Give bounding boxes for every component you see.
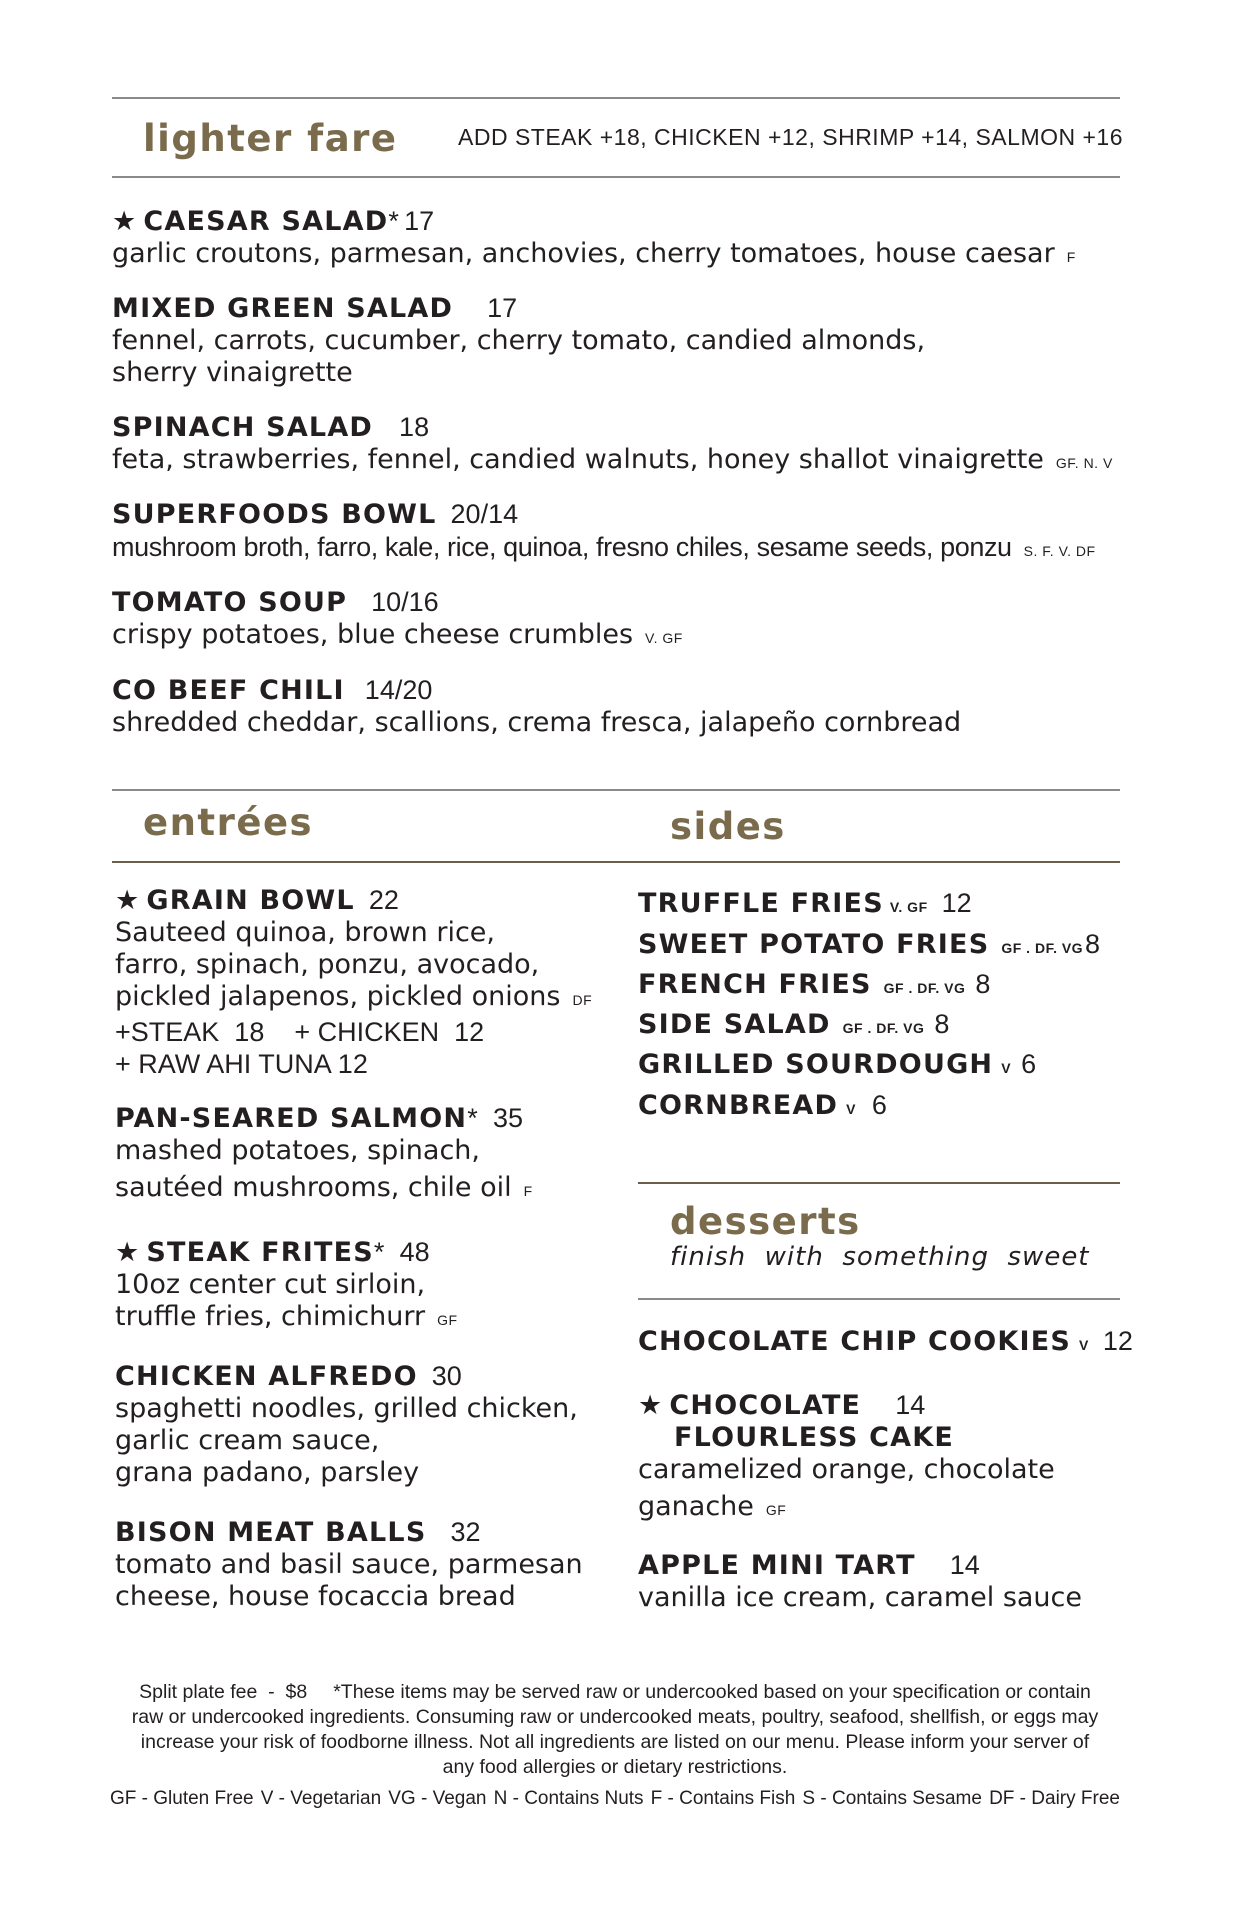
dietary-tags: V. GF: [889, 899, 928, 915]
item-price: 20/14: [450, 499, 519, 529]
dietary-legend: [110, 1788, 1120, 1810]
dietary-tags: V: [1001, 1060, 1012, 1076]
menu-item-steak-frites: [115, 1236, 458, 1336]
side-sweet-potato-fries-price: 8: [1085, 929, 1101, 959]
item-description-cont: ganache: [638, 1491, 754, 1522]
item-name: CHOCOLATE CHIP COOKIES: [638, 1326, 1072, 1357]
raw-food-warning-cont: raw or undercooked ingredients. Consuming raw or undercooked meats, poultry, seafood, shellfish, or eggs may: [131, 1706, 1099, 1728]
desserts-bottom-divider: [638, 1298, 1120, 1300]
item-addons-cont: + RAW AHI TUNA 12: [115, 1049, 368, 1079]
menu-item-superfoods-bowl: [112, 498, 1096, 567]
item-name: CAESAR SALAD: [143, 206, 389, 237]
item-name: GRAIN BOWL: [146, 885, 355, 916]
side-side-salad: [638, 1004, 949, 1049]
item-name: TRUFFLE FRIES: [638, 888, 884, 919]
item-name: MIXED GREEN SALAD: [112, 293, 454, 324]
item-description-cont: truffle fries, chimichurr: [115, 1301, 426, 1332]
legend-item: VG - Vegan: [388, 1788, 487, 1809]
dietary-tags: GF: [437, 1312, 458, 1328]
dietary-tags: DF: [572, 992, 593, 1008]
desserts-subtitle: finish with something sweet: [670, 1242, 1090, 1272]
side-french-fries: [638, 964, 990, 1009]
item-price: 12: [941, 888, 972, 918]
item-description: mashed potatoes, spinach,: [115, 1135, 481, 1166]
item-description-cont: sautéed mushrooms, chile oil: [115, 1172, 512, 1203]
item-description: vanilla ice cream, caramel sauce: [638, 1582, 1082, 1613]
dietary-tags: GF . DF. VG: [1001, 940, 1084, 956]
item-price: 12: [1102, 1326, 1133, 1356]
dietary-tags: V: [846, 1101, 856, 1117]
item-name: CHOCOLATE: [669, 1390, 862, 1421]
item-description: Sauteed quinoa, brown rice,: [115, 917, 496, 948]
item-description-cont: garlic cream sauce,: [115, 1425, 380, 1456]
item-description: shredded cheddar, scallions, crema fresca, jalapeño cornbread: [112, 707, 962, 738]
dessert-chocolate-chip-cookies: [638, 1325, 1133, 1361]
side-sweet-potato-fries: [638, 924, 1083, 969]
item-description: feta, strawberries, fennel, candied walnuts, honey shallot vinaigrette: [112, 444, 1044, 475]
item-description: tomato and basil sauce, parmesan: [115, 1549, 583, 1580]
item-name: GRILLED SOURDOUGH: [638, 1049, 994, 1080]
dietary-tags: S. F. V. DF: [1023, 543, 1096, 559]
star-icon: ★: [638, 1390, 664, 1421]
menu-item-chicken-alfredo: [115, 1360, 578, 1489]
item-name: SPINACH SALAD: [112, 412, 374, 443]
desserts-top-divider: [638, 1182, 1120, 1184]
dietary-tags: GF . DF. VG: [842, 1020, 925, 1036]
item-price: 48: [399, 1237, 430, 1267]
dietary-tags: F: [523, 1183, 533, 1199]
item-price: 18: [399, 412, 430, 442]
raw-asterisk: *: [373, 1237, 386, 1267]
dietary-tags: GF. N. V: [1055, 455, 1113, 471]
item-name: CO BEEF CHILI: [112, 675, 345, 706]
item-description: crispy potatoes, blue cheese crumbles: [112, 619, 634, 650]
menu-item-bison-meat-balls: [115, 1516, 583, 1613]
top-divider: [112, 97, 1120, 99]
item-price: 6: [1021, 1049, 1037, 1079]
item-addons: +STEAK 18 + CHICKEN 12: [115, 1017, 485, 1047]
item-description-cont: farro, spinach, ponzu, avocado,: [115, 949, 540, 980]
raw-asterisk: *: [467, 1103, 479, 1133]
sides-heading: sides: [670, 805, 786, 848]
item-name: APPLE MINI TART: [638, 1550, 916, 1581]
star-icon: ★: [112, 206, 138, 237]
entrees-top-divider: [112, 789, 1120, 791]
item-name-cont: FLOURLESS CAKE: [674, 1422, 954, 1453]
dessert-chocolate-flourless-cake: [638, 1389, 1055, 1526]
protein-addons: ADD STEAK +18, CHICKEN +12, SHRIMP +14, SALMON +16: [458, 124, 1124, 150]
side-cornbread: [638, 1085, 887, 1130]
item-description-cont: pickled jalapenos, pickled onions: [115, 981, 561, 1012]
item-name: CORNBREAD: [638, 1090, 839, 1121]
item-price: 14/20: [364, 675, 433, 705]
item-name: PAN-SEARED SALMON: [115, 1103, 468, 1134]
menu-item-caesar-salad: [112, 205, 1076, 273]
item-description-cont: grana padano, parsley: [115, 1457, 420, 1488]
item-price: 8: [934, 1009, 950, 1039]
item-description: garlic croutons, parmesan, anchovies, cherry tomatoes, house caesar: [112, 238, 1055, 269]
item-price: 35: [492, 1103, 523, 1133]
item-price: 22: [368, 885, 399, 915]
legend-item: V - Vegetarian: [260, 1788, 382, 1809]
dietary-tags: V. GF: [645, 630, 683, 646]
item-description: 10oz center cut sirloin,: [115, 1269, 426, 1300]
menu-item-mixed-green-salad: [112, 292, 925, 389]
item-description: fennel, carrots, cucumber, cherry tomato, candied almonds,: [112, 325, 926, 356]
legend-item: DF - Dairy Free: [989, 1788, 1120, 1809]
desserts-heading: desserts: [670, 1200, 861, 1243]
dietary-tags: V: [1079, 1337, 1089, 1353]
item-price: 32: [450, 1517, 481, 1547]
legend-item: F - Contains Fish: [650, 1788, 796, 1809]
lighter-fare-heading: lighter fare: [143, 117, 398, 160]
side-truffle-fries: [638, 883, 972, 928]
item-price: 17: [487, 293, 518, 323]
legend-item: N - Contains Nuts: [493, 1788, 644, 1809]
item-description-cont: sherry vinaigrette: [112, 357, 353, 388]
item-name: BISON MEAT BALLS: [115, 1517, 427, 1548]
legend-item: S - Contains Sesame: [802, 1788, 982, 1809]
item-description-cont: cheese, house focaccia bread: [115, 1581, 516, 1612]
side-grilled-sourdough: [638, 1044, 1036, 1089]
menu-item-pan-seared-salmon: [115, 1102, 533, 1207]
menu-item-grain-bowl: [115, 884, 592, 1080]
item-description: mushroom broth, farro, kale, rice, quinoa, fresno chiles, sesame seeds, ponzu: [112, 532, 1012, 562]
lighter-fare-divider: [112, 176, 1120, 178]
entrees-heading: entrées: [143, 801, 314, 844]
legend-item: GF - Gluten Free: [110, 1788, 254, 1809]
item-name: CHICKEN ALFREDO: [115, 1361, 418, 1392]
item-name: FRENCH FRIES: [638, 969, 872, 1000]
menu-item-tomato-soup: [112, 586, 683, 654]
item-price: 6: [871, 1090, 887, 1120]
dessert-apple-mini-tart: [638, 1549, 1082, 1614]
raw-food-warning-cont: increase your risk of foodborne illness. Not all ingredients are listed on our menu. Please inform your server of: [140, 1731, 1090, 1753]
raw-asterisk: *: [388, 206, 401, 236]
entrees-bottom-divider: [112, 861, 1120, 863]
menu-item-spinach-salad: [112, 411, 1113, 479]
raw-food-warning: *These items may be served raw or undercooked based on your specification or contain: [333, 1681, 1091, 1703]
item-name: STEAK FRITES: [146, 1237, 374, 1268]
star-icon: ★: [115, 885, 141, 916]
item-price: 30: [431, 1361, 462, 1391]
item-price: 10/16: [371, 587, 439, 617]
item-name: TOMATO SOUP: [112, 587, 348, 618]
raw-food-warning-cont: any food allergies or dietary restrictions.: [442, 1756, 788, 1778]
menu-item-co-beef-chili: [112, 674, 961, 739]
footer-notice: [110, 1680, 1120, 1780]
item-name: SWEET POTATO FRIES: [638, 929, 990, 960]
item-description: caramelized orange, chocolate: [638, 1454, 1055, 1485]
item-price: 8: [975, 969, 991, 999]
item-name: SIDE SALAD: [638, 1009, 831, 1040]
item-price: 14: [949, 1550, 980, 1580]
item-description: spaghetti noodles, grilled chicken,: [115, 1393, 578, 1424]
item-name: SUPERFOODS BOWL: [112, 499, 437, 530]
dietary-tags: F: [1066, 249, 1076, 265]
dietary-tags: GF: [765, 1502, 787, 1518]
split-plate-fee: Split plate fee - $8: [139, 1681, 308, 1703]
item-price: 17: [404, 206, 435, 236]
item-price: 14: [895, 1390, 926, 1420]
star-icon: ★: [115, 1237, 141, 1268]
dietary-tags: GF . DF. VG: [883, 980, 966, 996]
